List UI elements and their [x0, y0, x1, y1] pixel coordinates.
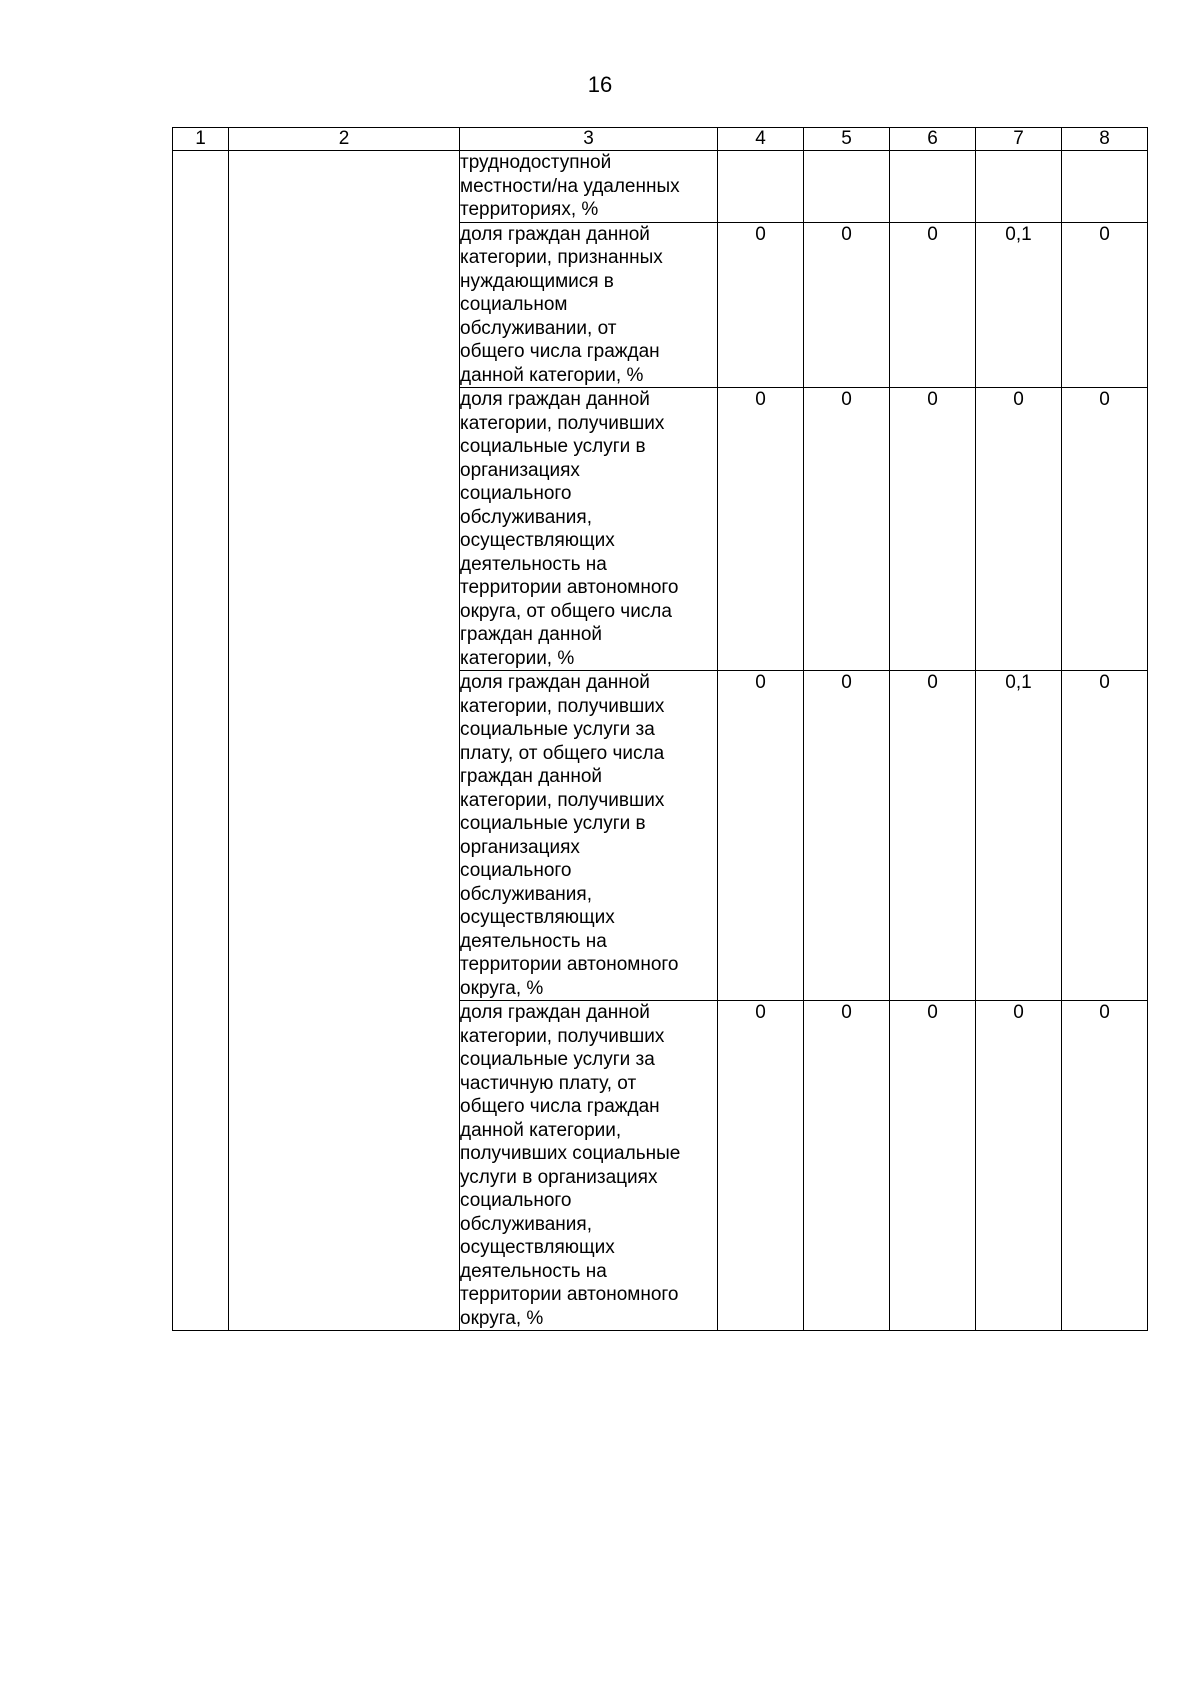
indicator-description [460, 222, 718, 388]
description-line: получивших социальные [460, 1143, 681, 1164]
description-line: социального [460, 483, 572, 504]
value-cell: 0 [1062, 671, 1148, 1001]
description-line: территории автономного [460, 577, 679, 598]
description-line: социальные услуги в [460, 813, 646, 834]
description-line: организациях [460, 459, 580, 481]
description-line: граждан данной [460, 766, 603, 787]
description-line: осуществляющих [460, 1237, 615, 1258]
description-line: обслуживания, [460, 506, 592, 528]
description-line: обслуживании, от [460, 317, 617, 339]
column-header: 3 [460, 128, 718, 151]
column-header: 4 [718, 128, 804, 151]
description-line: нуждающимися в [460, 270, 614, 292]
value-cell: 0 [718, 671, 804, 1001]
indicator-description [460, 1001, 718, 1331]
table-row [173, 151, 1148, 223]
description-line: обслуживания, [460, 1213, 592, 1235]
value-cell: 0 [890, 671, 976, 1001]
value-cell: 0 [976, 1001, 1062, 1331]
description-line: округа, от общего числа [460, 600, 672, 622]
description-line: обслуживания, [460, 883, 592, 905]
value-cell: 0 [1062, 388, 1148, 671]
value-cell [976, 151, 1062, 223]
page-number: 16 [587, 72, 613, 97]
description-line: общего числа граждан [460, 341, 660, 362]
value-cell: 0 [804, 222, 890, 388]
indicator-description [460, 671, 718, 1001]
indicators-table [172, 127, 1148, 1331]
description-line: данной категории, [460, 1119, 622, 1141]
description-line: местности/на удаленных [460, 175, 680, 197]
description-line: категории, получивших [460, 412, 665, 434]
description-line: территории автономного [460, 1284, 679, 1305]
value-cell: 0 [890, 388, 976, 671]
value-cell: 0 [1062, 222, 1148, 388]
description-line: организациях [460, 836, 580, 858]
description-line: категории, признанных [460, 247, 663, 268]
value-cell: 0 [804, 1001, 890, 1331]
description-line: категории, получивших [460, 1025, 665, 1047]
description-line: доля граждан данной [460, 1002, 650, 1023]
description-line: социальные услуги за [460, 719, 655, 740]
value-cell [890, 151, 976, 223]
description-line: доля граждан данной [460, 389, 650, 410]
column-header: 2 [229, 128, 460, 151]
value-cell: 0,1 [976, 671, 1062, 1001]
description-line: деятельность на [460, 930, 607, 952]
description-line: деятельность на [460, 1260, 607, 1282]
value-cell: 0 [804, 671, 890, 1001]
column-header: 7 [976, 128, 1062, 151]
description-line: социального [460, 860, 572, 881]
column-header: 6 [890, 128, 976, 151]
indicator-description [460, 151, 718, 223]
value-cell: 0,1 [976, 222, 1062, 388]
description-line: территориях, % [460, 199, 599, 220]
description-line: округа, % [460, 977, 544, 999]
description-line: деятельность на [460, 553, 607, 575]
value-cell: 0 [718, 222, 804, 388]
description-line: доля граждан данной [460, 223, 650, 245]
value-cell: 0 [804, 388, 890, 671]
description-line: категории, получивших [460, 695, 665, 717]
col-1-cell [173, 151, 229, 1331]
description-line: территории автономного [460, 954, 679, 975]
description-line: социальном [460, 294, 568, 315]
value-cell [1062, 151, 1148, 223]
description-line: данной категории, % [460, 364, 644, 386]
description-line: категории, % [460, 647, 575, 669]
header-row [173, 128, 1148, 151]
column-header: 1 [173, 128, 229, 151]
description-line: услуги в организациях [460, 1166, 658, 1188]
description-line: социальные услуги за [460, 1049, 655, 1070]
value-cell [804, 151, 890, 223]
description-line: доля граждан данной [460, 672, 650, 693]
description-line: категории, получивших [460, 789, 665, 811]
value-cell: 0 [718, 388, 804, 671]
value-cell: 0 [890, 1001, 976, 1331]
description-line: частичную плату, от [460, 1072, 637, 1094]
description-line: общего числа граждан [460, 1096, 660, 1117]
column-header: 5 [804, 128, 890, 151]
value-cell [718, 151, 804, 223]
description-line: социального [460, 1190, 572, 1211]
description-line: социальные услуги в [460, 436, 646, 457]
description-line: граждан данной [460, 624, 603, 645]
description-line: округа, % [460, 1307, 544, 1329]
col-2-cell [229, 151, 460, 1331]
table-body [173, 151, 1148, 1331]
description-line: труднодоступной [460, 152, 612, 173]
value-cell: 0 [1062, 1001, 1148, 1331]
indicator-description [460, 388, 718, 671]
description-line: плату, от общего числа [460, 742, 665, 764]
value-cell: 0 [890, 222, 976, 388]
description-line: осуществляющих [460, 907, 615, 928]
value-cell: 0 [976, 388, 1062, 671]
column-header: 8 [1062, 128, 1148, 151]
description-line: осуществляющих [460, 530, 615, 551]
value-cell: 0 [718, 1001, 804, 1331]
